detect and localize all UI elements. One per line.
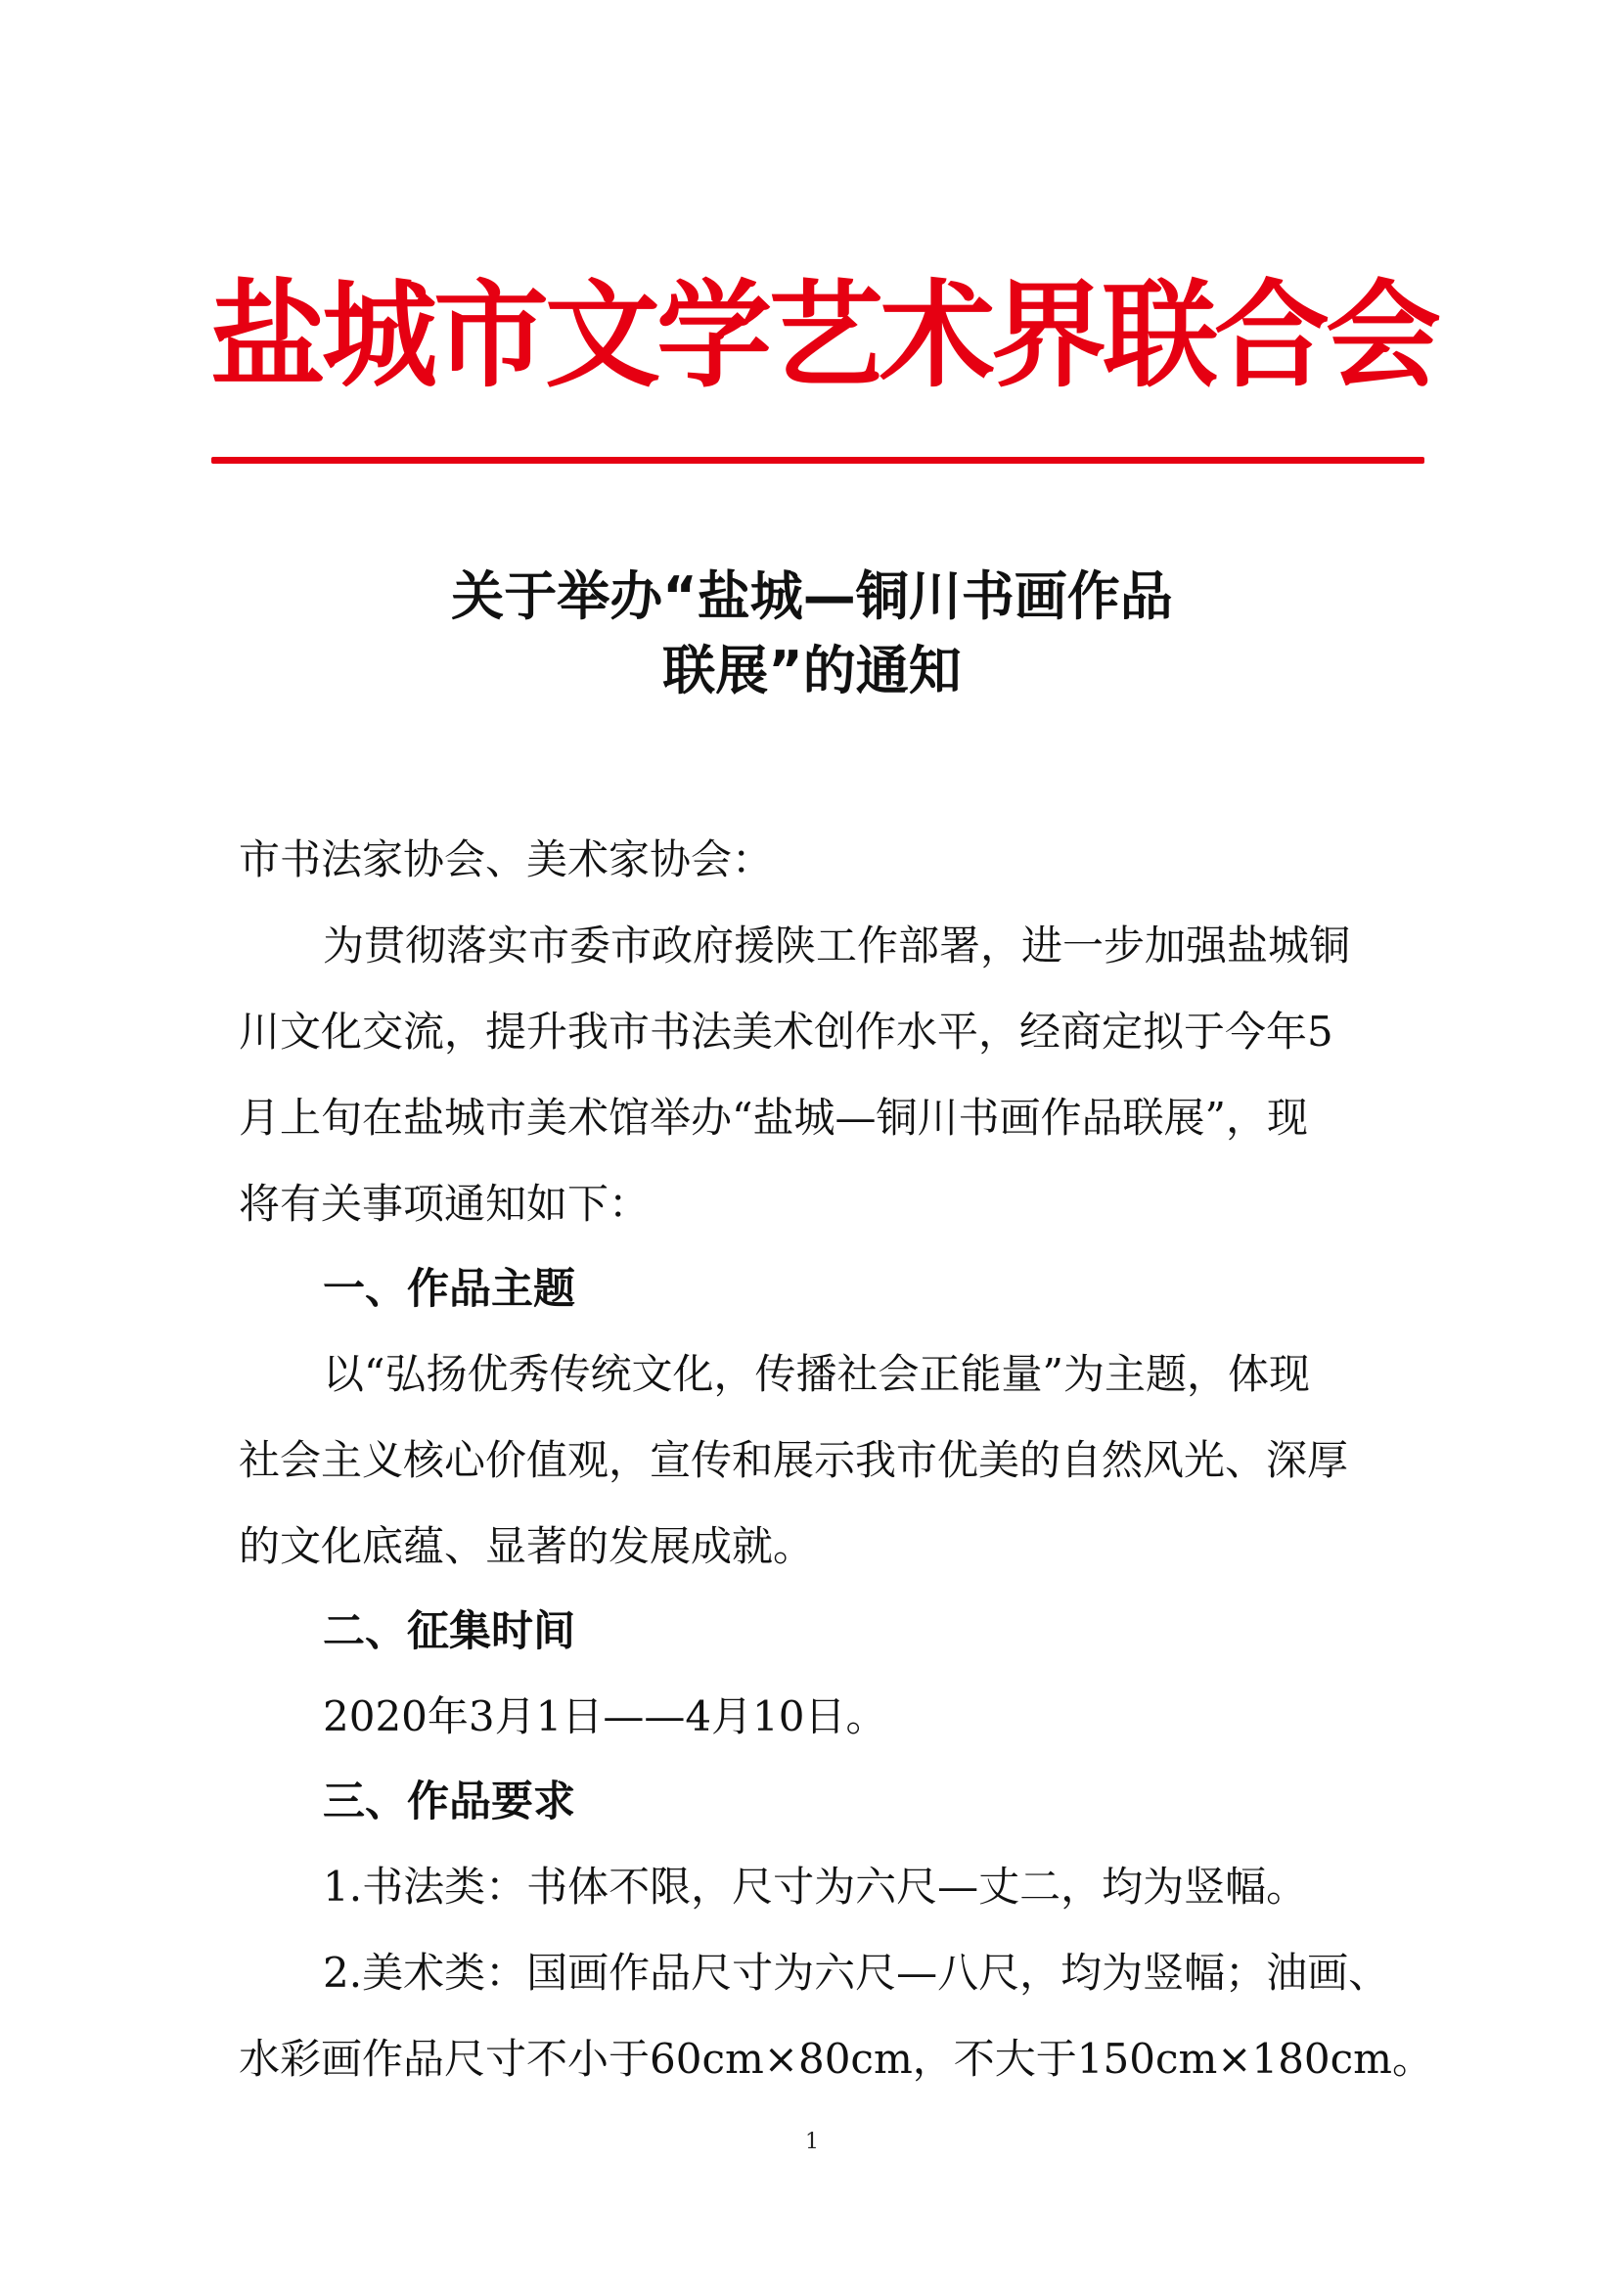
section-3-line-1: 1.书法类：书体不限，尺寸为六尺—丈二，均为竖幅。 <box>323 1863 1308 1911</box>
section-1-line-1: 以“弘扬优秀传统文化，传播社会正能量”为主题，体现 <box>323 1350 1310 1398</box>
letterhead-red-rule <box>211 457 1424 464</box>
intro-line-1: 为贯彻落实市委市政府援陕工作部署，进一步加强盐城铜 <box>323 922 1351 969</box>
intro-line-2: 川文化交流，提升我市书法美术创作水平，经商定拟于今年5 <box>239 1008 1333 1056</box>
document-title <box>323 560 1301 708</box>
intro-line-3: 月上旬在盐城市美术馆举办“盐城—铜川书画作品联展”，现 <box>239 1094 1308 1142</box>
section-1-line-3: 的文化底蕴、显著的发展成就。 <box>239 1522 815 1570</box>
title-line-1: 关于举办“盐城—铜川书画作品 <box>451 565 1173 627</box>
section-1-line-2: 社会主义核心价值观，宣传和展示我市优美的自然风光、深厚 <box>239 1436 1349 1484</box>
section-1-heading: 一、作品主题 <box>323 1265 575 1314</box>
title-line-2: 联展”的通知 <box>662 640 962 701</box>
letterhead-org-name: 盐城市文学艺术界联合会 <box>210 267 1438 403</box>
section-3-line-2: 2.美术类：国画作品尺寸为六尺—八尺，均为竖幅；油画、 <box>323 1949 1390 1997</box>
section-3-line-3: 水彩画作品尺寸不小于60cm×80cm，不大于150cm×180cm。 <box>239 2035 1433 2083</box>
salutation: 市书法家协会、美术家协会： <box>239 835 774 883</box>
page-number: 1 <box>805 2130 819 2154</box>
section-3-heading: 三、作品要求 <box>323 1778 575 1826</box>
intro-line-4: 将有关事项通知如下： <box>239 1180 651 1228</box>
section-2-line-1: 2020年3月1日——4月10日。 <box>323 1692 887 1740</box>
section-2-heading: 二、征集时间 <box>323 1607 575 1656</box>
